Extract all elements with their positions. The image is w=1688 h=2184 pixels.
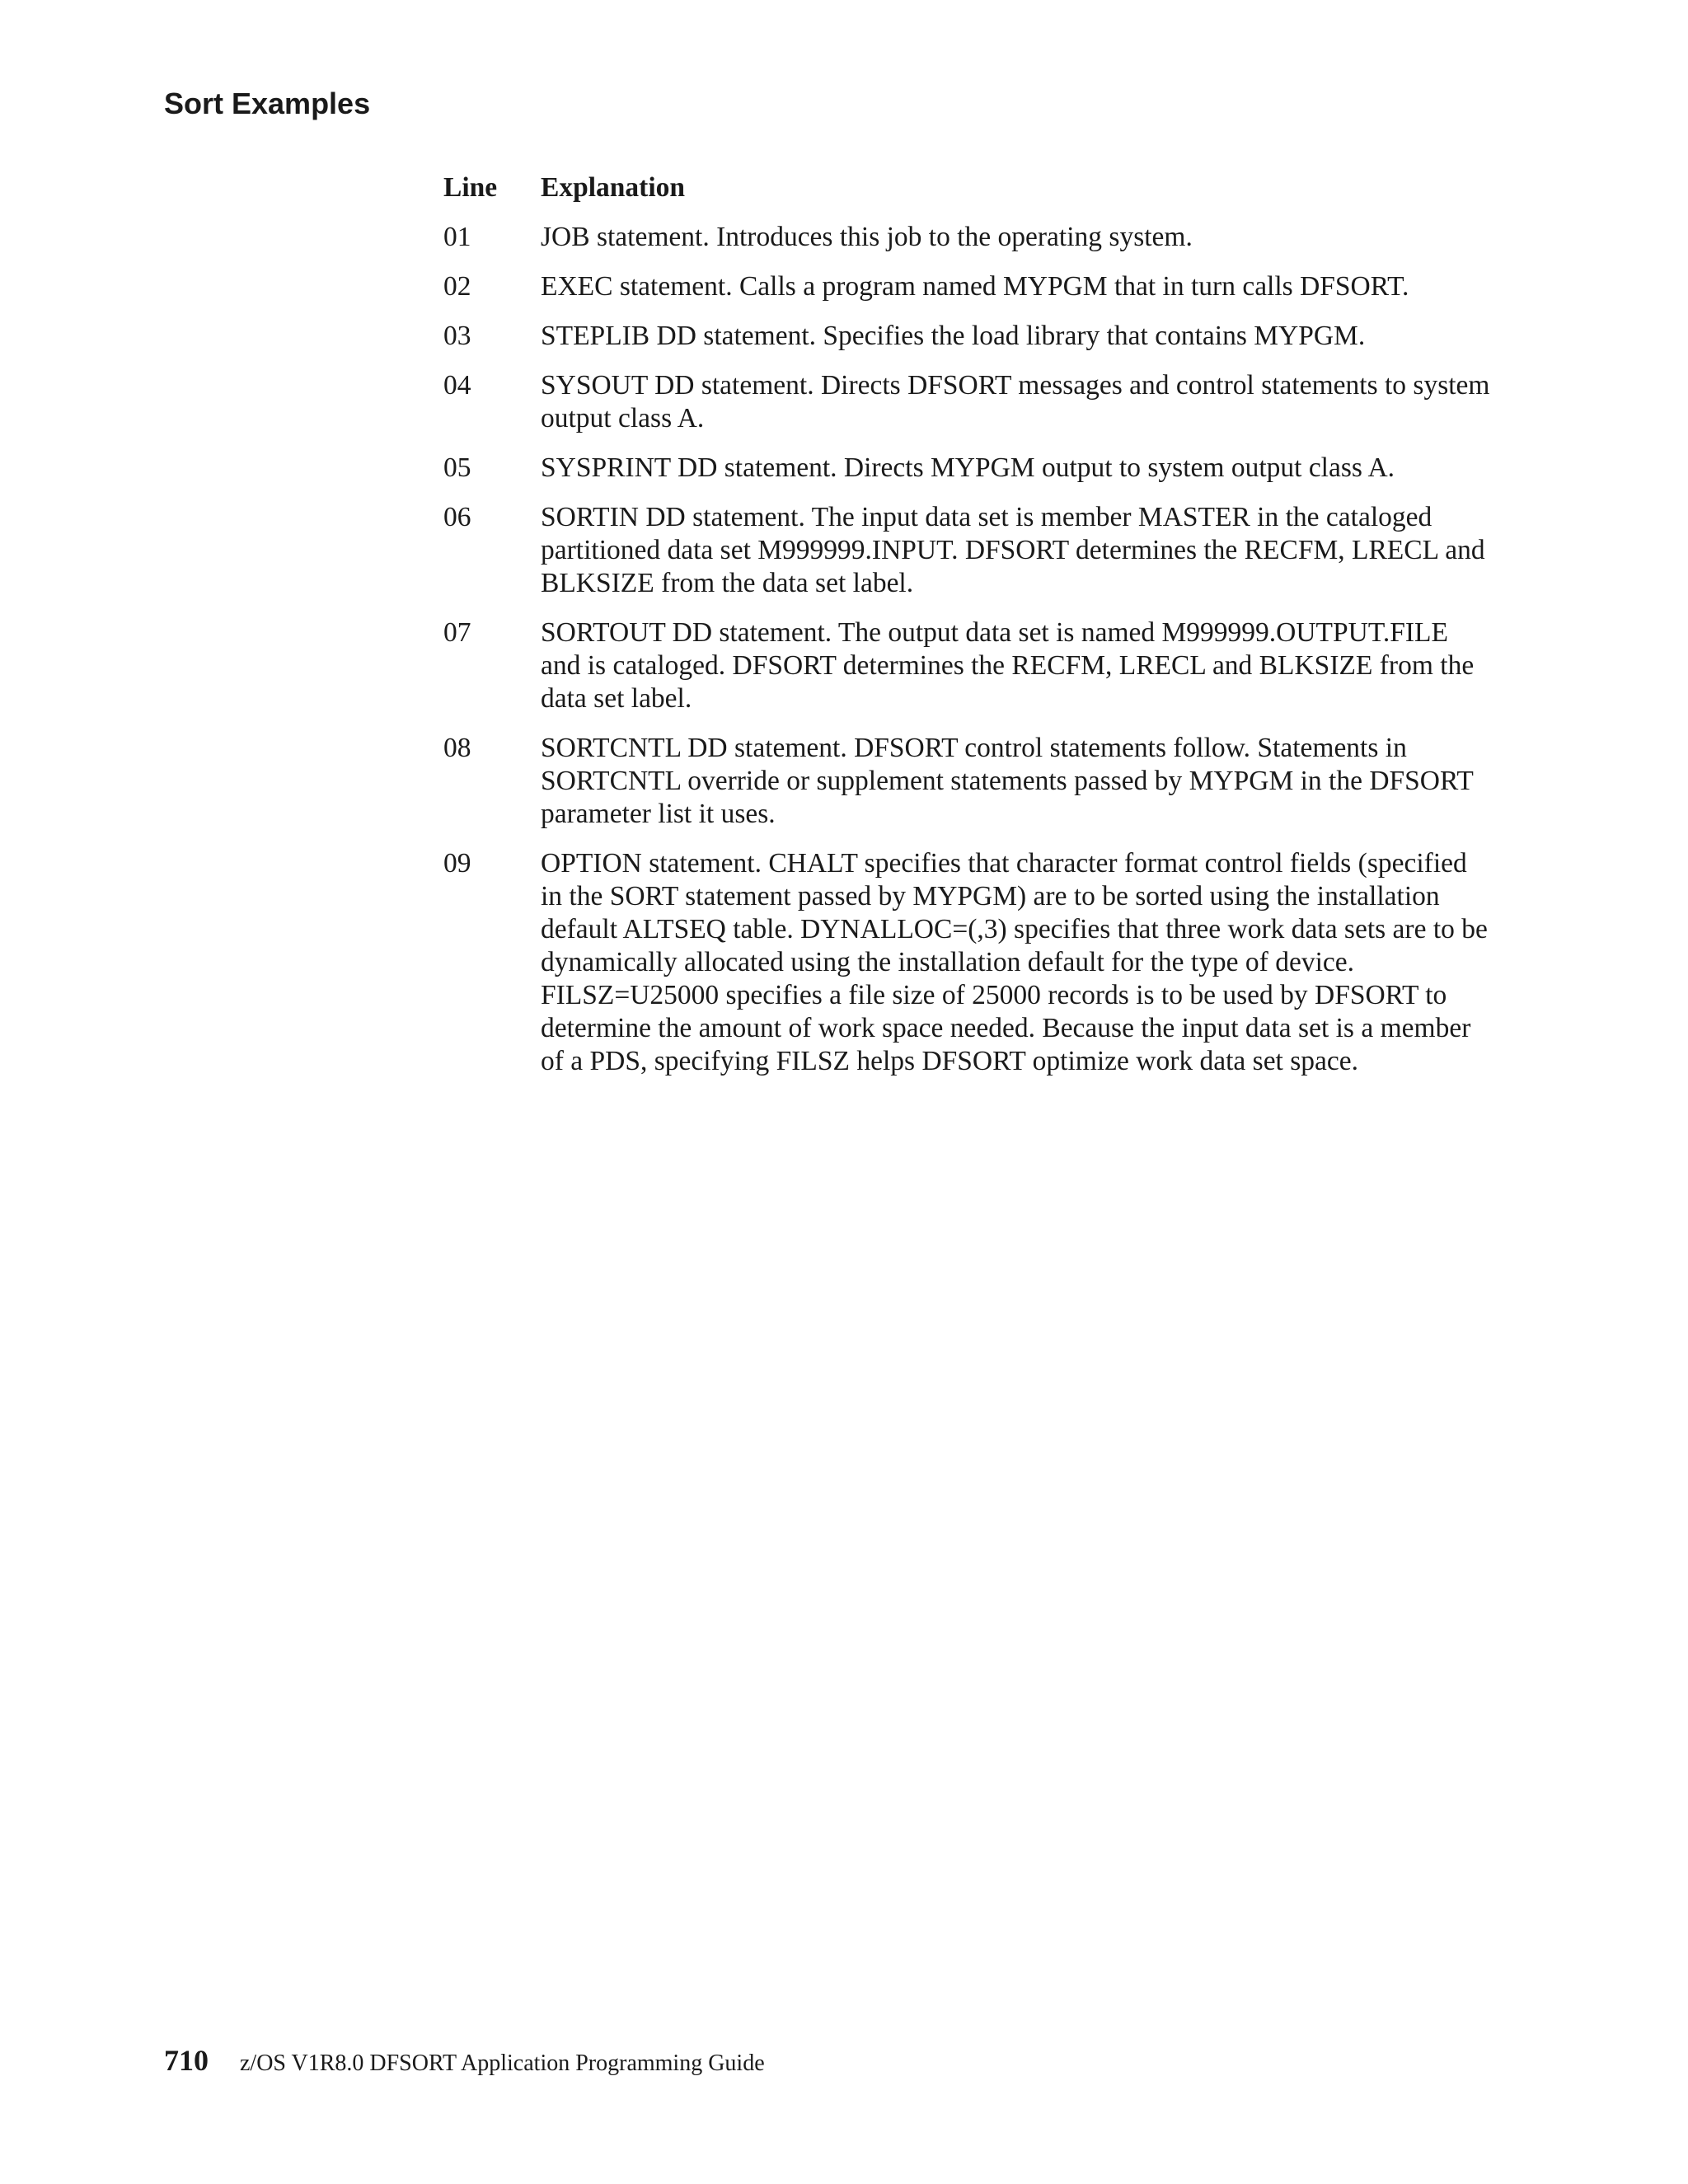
- line-explanation: SORTCNTL DD statement. DFSORT control statements follow. Statements in SORTCNTL override or supplement statements passed by MYPGM in the DFSORT parameter list it uses.: [541, 733, 1474, 829]
- line-number: 02: [443, 271, 471, 302]
- line-number: 09: [443, 848, 471, 879]
- line-column-header: Line: [443, 172, 498, 203]
- line-explanation: SORTOUT DD statement. The output data set is named M999999.OUTPUT.FILE and is cataloged. DFSORT determines the RECFM, LRECL and BLKSIZE from the data set label.: [541, 617, 1475, 714]
- table-row: [443, 847, 1490, 1078]
- table-row: [443, 732, 1490, 831]
- line-explanation: SORTIN DD statement. The input data set is member MASTER in the cataloged partitioned data set M999999.INPUT. DFSORT determines the RECFM, LRECL and BLKSIZE from the data set label.: [541, 502, 1485, 598]
- line-number: 03: [443, 321, 471, 351]
- page-number: 710: [164, 2044, 209, 2077]
- line-explanation: JOB statement. Introduces this job to the operating system.: [541, 222, 1193, 252]
- line-explanation: STEPLIB DD statement. Specifies the load library that contains MYPGM.: [541, 321, 1366, 351]
- table-row: [443, 221, 1490, 254]
- table-row: [443, 270, 1490, 303]
- line-explanation: SYSOUT DD statement. Directs DFSORT messages and control statements to system output class A.: [541, 370, 1490, 434]
- line-explanation: OPTION statement. CHALT specifies that character format control fields (specified in the SORT statement passed by MYPGM) are to be sorted using the installation default ALTSEQ table. DYNALLOC=(,3) specifies that three work data sets are to be dynamically allocated using the installation default for the type of device. FILSZ=U25000 specifies a file size of 25000 records is to be used by DFSORT to determine the amount of work space needed. Because the input data set is a member of a PDS, specifying FILSZ helps DFSORT optimize work data set space.: [541, 848, 1488, 1076]
- table-row: [443, 501, 1490, 600]
- line-explanation: EXEC statement. Calls a program named MYPGM that in turn calls DFSORT.: [541, 271, 1409, 302]
- line-explanation: SYSPRINT DD statement. Directs MYPGM output to system output class A.: [541, 452, 1395, 483]
- line-number: 04: [443, 370, 471, 401]
- line-number: 05: [443, 452, 471, 483]
- page-footer: [164, 2042, 765, 2082]
- line-number: 01: [443, 222, 471, 252]
- table-row: [443, 369, 1490, 435]
- line-number: 06: [443, 502, 471, 532]
- table-row: [443, 452, 1490, 485]
- table-row: [443, 616, 1490, 715]
- table-row: [443, 320, 1490, 353]
- line-number: 07: [443, 617, 471, 648]
- table-header: [443, 171, 1490, 204]
- explanation-column-header: Explanation: [541, 172, 686, 203]
- book-title: z/OS V1R8.0 DFSORT Application Programming Guide: [240, 2050, 765, 2076]
- explanation-table: [443, 171, 1490, 1094]
- section-title: Sort Examples: [164, 87, 371, 120]
- line-number: 08: [443, 733, 471, 763]
